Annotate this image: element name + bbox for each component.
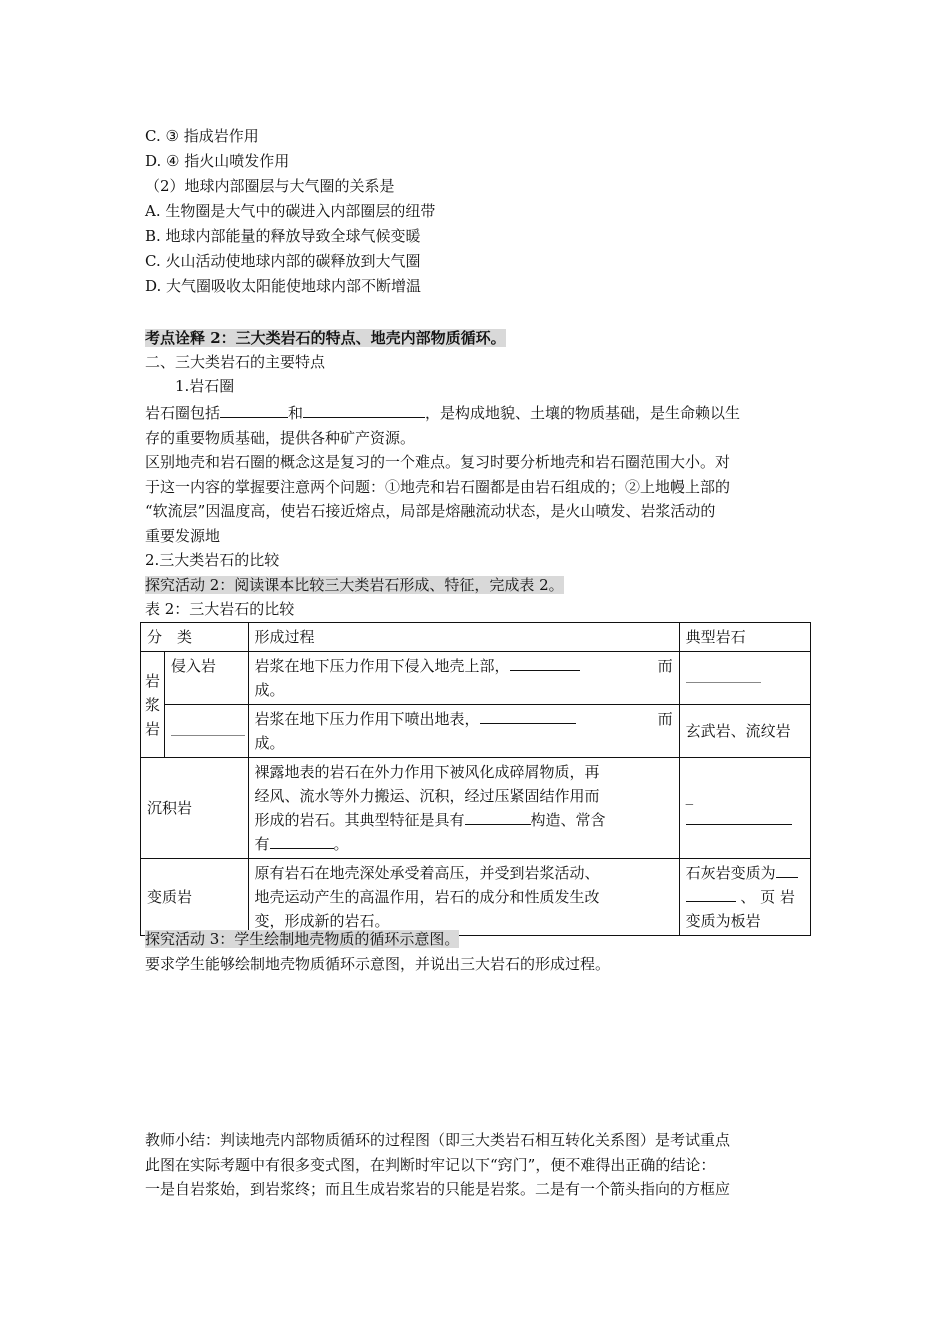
blank-metamorphic-a[interactable]: [776, 862, 798, 878]
blank-intrusive[interactable]: [510, 655, 580, 671]
extrusive-typical: 玄武岩、流纹岩: [679, 705, 810, 758]
table-header-row: [141, 623, 811, 652]
option-a: A. 生物圈是大气中的碳进入内部圈层的纽带: [145, 202, 436, 220]
blank-extrusive[interactable]: [480, 708, 576, 724]
activity-2: 探究活动 2：阅读课本比较三大类岩石形成、特征，完成表 2。: [145, 576, 564, 594]
option-c-line: C. ③ 指成岩作用: [145, 127, 259, 145]
blank-metamorphic-b[interactable]: [686, 886, 736, 902]
blank-1[interactable]: [220, 402, 288, 418]
blank-fossil[interactable]: [270, 833, 334, 849]
section-title: 二、三大类岩石的主要特点: [145, 353, 326, 371]
question-2-stem: （2）地球内部圈层与大气圈的关系是: [145, 177, 395, 195]
activity-3-requirement: 要求学生能够绘制地壳物质循环示意图，并说出三大岩石的形成过程。: [145, 955, 611, 973]
kaodian-heading: 考点诠释 2：三大类岩石的特点、地壳内部物质循环。: [145, 329, 506, 347]
sedimentary-name: 沉积岩: [141, 758, 249, 859]
extrusive-process: 岩浆在地下压力作用下喷出地表， 而 成。: [248, 705, 679, 758]
blank-2[interactable]: [303, 402, 425, 418]
teacher-summary: 教师小结：判读地壳内部物质循环的过程图（即三大类岩石相互转化关系图）是考试重点 此图在实际考题中有很多变式图，在判断时牢记以下“窍门”，便不难得出正确的结论： 一是自岩浆始，到岩浆终；而且生成岩浆岩的只能是岩浆。二是有一个箭头指向的方框应: [145, 1131, 731, 1198]
magma-rock-label: 岩 浆 岩: [141, 652, 165, 758]
metamorphic-process: 原有岩石在地壳深处承受着高压，并受到岩浆活动、 地壳运动产生的高温作用，岩石的成分和性质发生改 变，形成新的岩石。: [248, 859, 679, 936]
intrusive-typical-blank[interactable]: [679, 652, 810, 705]
option-d: D. 大气圈吸收太阳能使地球内部不断增温: [145, 277, 422, 295]
row-extrusive: [141, 705, 811, 758]
row-intrusive: [141, 652, 811, 705]
option-b: B. 地球内部能量的释放导致全球气候变暖: [145, 227, 421, 245]
lithosphere-subtitle: 1.岩石圈: [175, 377, 235, 395]
lithosphere-paragraph: 岩石圈包括 和 ，是构成地貌、土壤的物质基础，是生命赖以生 存的重要物质基础，提供各种矿产资源。: [145, 404, 741, 447]
intrusive-process: 岩浆在地下压力作用下侵入地壳上部， 而 成。: [248, 652, 679, 705]
sedimentary-process: 裸露地表的岩石在外力作用下被风化成碎屑物质，再 经风、流水等外力搬运、沉积，经过压紧固结作用而 形成的岩石。其典型特征是具有 构造、常含 有 。: [248, 758, 679, 859]
activity-3: 探究活动 3：学生绘制地壳物质的循环示意图。: [145, 930, 460, 948]
comparison-subtitle: 2.三大类岩石的比较: [145, 551, 280, 569]
option-d-line: D. ④ 指火山喷发作用: [145, 152, 290, 170]
option-c: C. 火山活动使地球内部的碳释放到大气圈: [145, 252, 421, 270]
table-caption: 表 2：三大岩石的比较: [145, 600, 295, 618]
rock-comparison-table: [140, 622, 811, 936]
header-category: 分 类: [141, 623, 249, 652]
row-sedimentary: [141, 758, 811, 859]
metamorphic-typical: 石灰岩变质为 、 页 岩 变质为板岩: [679, 859, 810, 936]
row-metamorphic: [141, 859, 811, 936]
distinguish-paragraph: 区别地壳和岩石圈的概念这是复习的一个难点。复习时要分析地壳和岩石圈范围大小。对 于这一内容的掌握要注意两个问题：①地壳和岩石圈都是由岩石组成的；②上地幔上部的 “软流层”因温度高，使岩石接近熔点，局部是熔融流动状态，是火山喷发、岩浆活动的 重要发源地: [145, 453, 731, 545]
metamorphic-name: 变质岩: [141, 859, 249, 936]
blank-structure[interactable]: [465, 809, 531, 825]
extrusive-name-blank[interactable]: [164, 705, 248, 758]
intrusive-name: 侵入岩: [164, 652, 248, 705]
header-typical: 典型岩石: [679, 623, 810, 652]
sedimentary-typical[interactable]: _: [679, 758, 810, 859]
header-process: 形成过程: [248, 623, 679, 652]
